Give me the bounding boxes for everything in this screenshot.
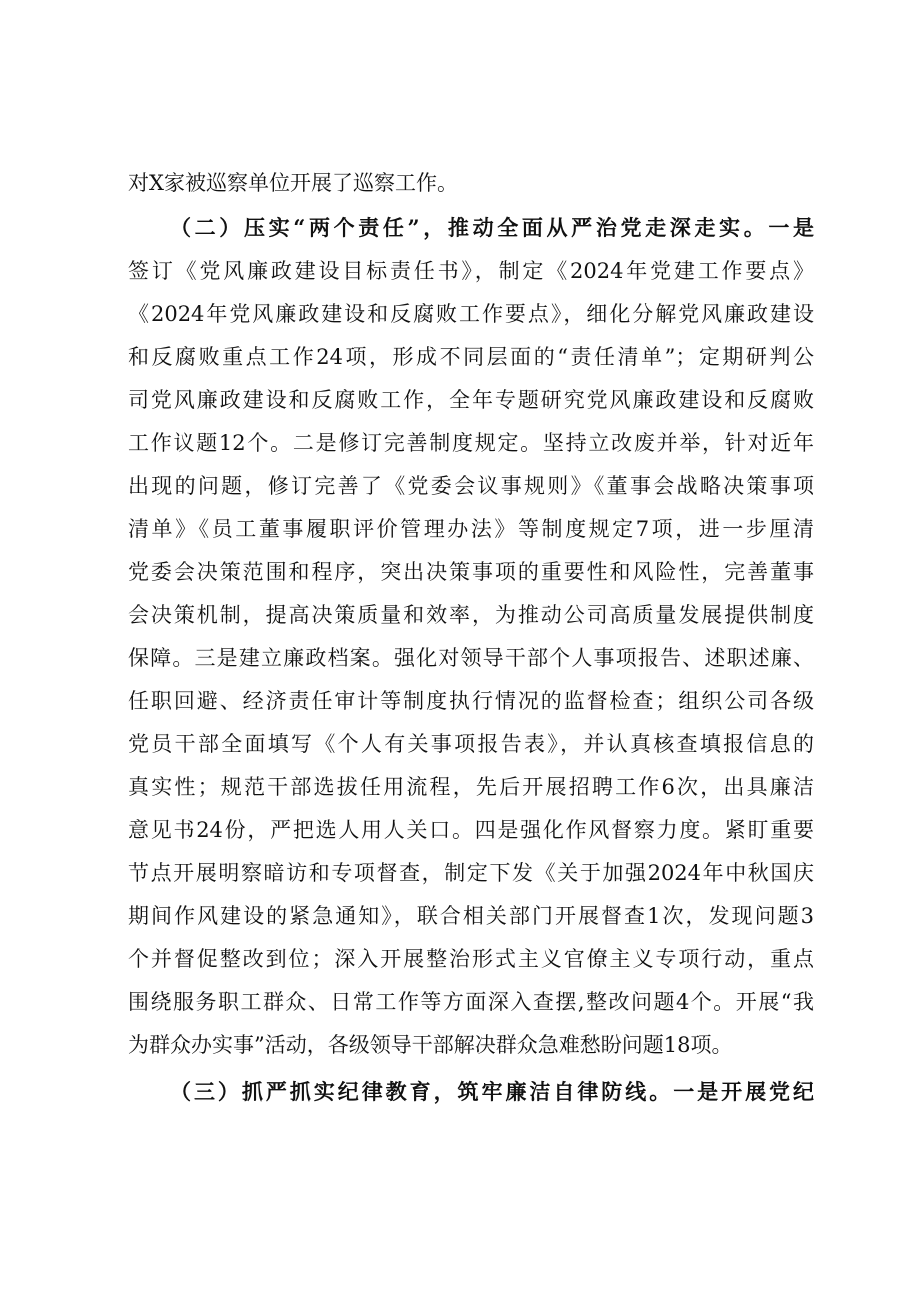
- paragraph-3-first-line: [128, 1077, 814, 1107]
- paragraph-2-line-17: 期间作风建设的紧急通知》，联合相关部门开展督查1次，发现问题3: [128, 904, 814, 928]
- paragraph-2-line-12: 任职回避、经济责任审计等制度执行情况的监督检查；组织公司各级: [128, 689, 814, 713]
- paragraph-2-line-10: 会决策机制，提高决策质量和效率，为推动公司高质量发展提供制度: [128, 603, 814, 627]
- paragraph-2-line-13: 党员干部全面填写《个人有关事项报告表》，并认真核查填报信息的: [128, 732, 814, 756]
- paragraph-2-line-5: 司党风廉政建设和反腐败工作，全年专题研究党风廉政建设和反腐败: [128, 388, 814, 412]
- paragraph-2-line-2: 签订《党风廉政建设目标责任书》，制定《2024年党建工作要点》: [128, 259, 814, 283]
- paragraph-1-line-1: 对X家被巡察单位开展了巡察工作。: [128, 171, 458, 195]
- paragraph-2-line-15: 意见书24份，严把选人用人关口。四是强化作风督察力度。紧盯重要: [128, 818, 814, 842]
- paragraph-2-line-11: 保障。三是建立廉政档案。强化对领导干部个人事项报告、述职述廉、: [128, 646, 814, 670]
- paragraph-2-line-3: 《2024年党风廉政建设和反腐败工作要点》，细化分解党风廉政建设: [128, 302, 814, 326]
- paragraph-2-line-4: 和反腐败重点工作24项，形成不同层面的“责任清单”；定期研判公: [128, 345, 814, 369]
- paragraph-2-line-8: 清单》《员工董事履职评价管理办法》等制度规定7项，进一步厘清: [128, 517, 814, 541]
- paragraph-2-first-line: [128, 213, 814, 243]
- section-heading-2: （二）压实“两个责任”，推动全面从严治党走深走实。: [170, 215, 769, 240]
- paragraph-2-line-6: 工作议题12个。二是修订完善制度规定。坚持立改废并举，针对近年: [128, 431, 814, 455]
- paragraph-2-line-20: 为群众办实事”活动，各级领导干部解决群众急难愁盼问题18项。: [128, 1033, 733, 1057]
- section-heading-3: （三）抓严抓实纪律教育，筑牢廉洁自律防线。: [170, 1079, 674, 1104]
- section-3-lead: 一是开展党纪: [673, 1079, 814, 1104]
- section-2-lead: 一是: [768, 215, 814, 240]
- paragraph-2-line-18: 个并督促整改到位；深入开展整治形式主义官僚主义专项行动，重点: [128, 947, 814, 971]
- paragraph-2-line-14: 真实性；规范干部选拔任用流程，先后开展招聘工作6次，出具廉洁: [128, 775, 814, 799]
- paragraph-2-line-19: 围绕服务职工群众、日常工作等方面深入查摆,整改问题4个。开展“我: [128, 990, 814, 1014]
- paragraph-2-line-7: 出现的问题，修订完善了《党委会议事规则》《董事会战略决策事项: [128, 474, 814, 498]
- paragraph-2-line-9: 党委会决策范围和程序，突出决策事项的重要性和风险性，完善董事: [128, 560, 814, 584]
- paragraph-2-line-16: 节点开展明察暗访和专项督查，制定下发《关于加强2024年中秋国庆: [128, 861, 814, 885]
